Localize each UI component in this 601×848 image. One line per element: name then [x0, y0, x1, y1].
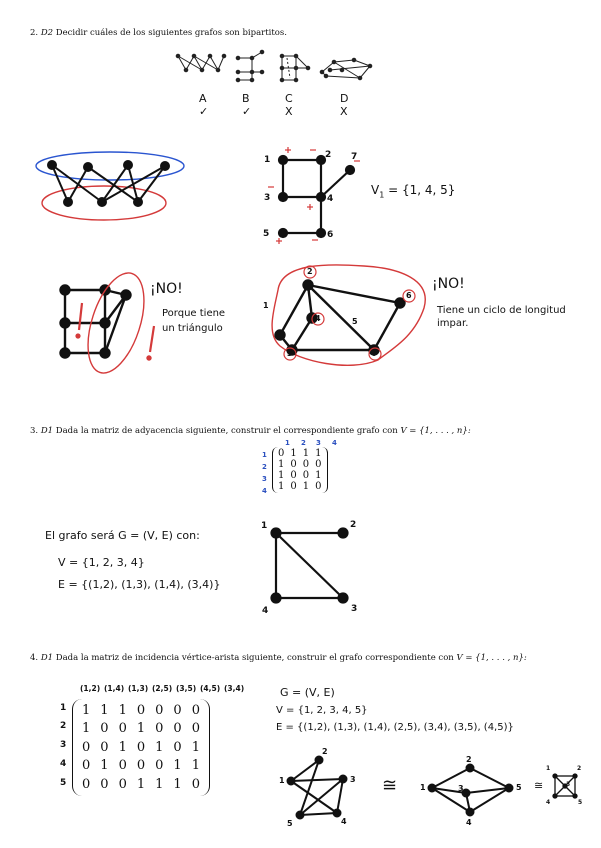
odd-node-5: 5	[352, 317, 358, 326]
matrix-cell: 0	[118, 758, 127, 774]
matrix-cell: 0	[290, 470, 297, 481]
matrix-cell: 1	[136, 721, 146, 737]
p4-small-node-4: 4	[546, 799, 551, 806]
matrix-cell: 0	[278, 448, 285, 459]
p3-node-1: 1	[261, 521, 268, 531]
matrix-cell: 0	[173, 702, 182, 718]
reason-left-line-1: Porque tiene	[162, 308, 226, 319]
p4-left-node-1: 1	[279, 776, 285, 785]
matrix-cell: 0	[155, 758, 164, 774]
odd-node-3: 3	[287, 349, 293, 358]
p3-node-3: 3	[351, 604, 358, 614]
vertex-set-3: V = {1, 2, 3, 4}	[58, 556, 145, 569]
p4-mid-node-3: 3	[458, 784, 464, 793]
matrix-cell: 1	[278, 459, 285, 470]
problem-2-statement: 2. D2 Decidir cuáles de los siguientes grafos son bipartitos.	[30, 28, 287, 38]
p3-node-4: 4	[262, 606, 269, 616]
matrix-cell: 0	[290, 481, 297, 492]
matrix-cell: 0	[155, 702, 164, 718]
node-label-1: 1	[264, 155, 271, 165]
matrix-cell: 0	[302, 459, 310, 470]
matrix-cell: 0	[136, 739, 146, 755]
isomorphic-symbol-small: ≅	[534, 779, 544, 792]
matrix-cell: 0	[191, 721, 200, 737]
matrix-cell: 1	[136, 776, 146, 792]
matrix-cell: 0	[100, 739, 109, 755]
matrix-cell: 1	[100, 702, 109, 718]
matrix-cell: 1	[100, 758, 109, 774]
matrix-cell: 1	[118, 702, 127, 718]
p4-small-node-3: 3	[566, 781, 571, 788]
edge-set-4: E = {(1,2), (1,3), (1,4), (2,5), (3,4), (3,5), (4,5)}	[276, 722, 514, 733]
letter-c: C	[285, 92, 293, 105]
p4-mid-node-4: 4	[466, 818, 472, 827]
p4-left-node-3: 3	[350, 775, 356, 784]
p4-mid-node-2: 2	[466, 755, 472, 764]
answer-a-check-icon: ✓	[199, 105, 209, 118]
matrix-cell: 0	[290, 459, 297, 470]
matrix-cell: 0	[100, 776, 109, 792]
matrix-cell: 0	[302, 470, 310, 481]
matrix-cell: 0	[82, 739, 91, 755]
no-right-heading: ¡NO!	[432, 276, 465, 292]
letter-a: A	[199, 92, 207, 105]
matrix-cell: 0	[118, 721, 127, 737]
reason-right-line-1: Tiene un ciclo de longitud	[437, 305, 566, 316]
problem-4-statement: 4. D1 Dada la matriz de incidencia vértice-arista siguiente, construir el grafo correspondiente con V = {1, . . . , n}:	[30, 653, 527, 663]
matrix-cell: 1	[315, 448, 322, 459]
matrix-cell: 0	[173, 721, 182, 737]
matrix-cell: 1	[173, 776, 182, 792]
odd-node-1: 1	[263, 301, 269, 310]
matrix-cell: 1	[82, 702, 91, 718]
matrix-cell: 1	[278, 470, 285, 481]
edge-set-3: E = {(1,2), (1,3), (1,4), (3,4)}	[58, 578, 221, 591]
isomorphic-symbol: ≅	[382, 775, 398, 796]
odd-node-2: 2	[307, 267, 313, 276]
matrix-cell: 1	[302, 448, 310, 459]
p4-small-node-1: 1	[546, 765, 551, 772]
odd-node-6: 6	[406, 291, 412, 300]
p4-small-node-5: 5	[578, 799, 583, 806]
p4-mid-node-1: 1	[420, 783, 426, 792]
answer-c-cross-icon: X	[285, 105, 293, 118]
answer-b-check-icon: ✓	[242, 105, 252, 118]
vertex-set-4: V = {1, 2, 3, 4, 5}	[276, 705, 368, 716]
odd-node-7: 7	[372, 349, 378, 358]
node-label-4: 4	[327, 194, 334, 204]
p4-small-node-2: 2	[577, 765, 582, 772]
matrix-cell: 0	[191, 702, 200, 718]
problem-3-statement: 3. D1 Dada la matriz de adyacencia siguiente, construir el correspondiente grafo con V = {1, . . . , n}:	[30, 426, 471, 436]
problem-code: D2	[40, 28, 54, 38]
matrix-cell: 0	[136, 758, 146, 774]
matrix-cell: 0	[82, 776, 91, 792]
matrix-cell: 1	[155, 739, 164, 755]
matrix-cell: 1	[278, 481, 285, 492]
matrix-cell: 0	[155, 721, 164, 737]
odd-node-4: 4	[315, 314, 321, 323]
answer-d-cross-icon: X	[340, 105, 348, 118]
node-label-6: 6	[327, 230, 334, 240]
node-label-7: 7	[351, 152, 358, 162]
graph-g-definition: G = (V, E)	[280, 686, 335, 699]
matrix-cell: 0	[136, 702, 146, 718]
matrix-cell: 1	[191, 758, 200, 774]
p4-left-node-5: 5	[287, 819, 293, 828]
matrix-cell: 1	[315, 470, 322, 481]
node-label-2: 2	[325, 150, 332, 160]
letter-b: B	[242, 92, 250, 105]
graph-definition-line: El grafo será G = (V, E) con:	[45, 529, 200, 542]
node-label-5: 5	[263, 229, 270, 239]
reason-right-line-2: impar.	[437, 318, 469, 329]
matrix-cell: 0	[118, 776, 127, 792]
matrix-cell: 1	[173, 758, 182, 774]
letter-d: D	[340, 92, 349, 105]
matrix-cell: 0	[173, 739, 182, 755]
matrix-cell: 1	[82, 721, 91, 737]
matrix-cell: 1	[155, 776, 164, 792]
matrix-cell: 1	[302, 481, 310, 492]
v1-set: $V_1 = \{1$, 4, 5}	[371, 183, 456, 200]
p4-mid-node-5: 5	[516, 783, 522, 792]
matrix-cell: 1	[118, 739, 127, 755]
no-left-heading: ¡NO!	[150, 281, 183, 297]
matrix-cell: 0	[82, 758, 91, 774]
p4-left-node-2: 2	[322, 747, 328, 756]
matrix-cell: 1	[191, 739, 200, 755]
p4-left-node-4: 4	[341, 817, 347, 826]
node-label-3: 3	[264, 193, 271, 203]
reason-left-line-2: un triángulo	[162, 323, 223, 334]
matrix-cell: 1	[290, 448, 297, 459]
matrix-cell: 0	[191, 776, 200, 792]
p3-node-2: 2	[350, 520, 357, 530]
matrix-cell: 0	[100, 721, 109, 737]
matrix-cell: 0	[315, 481, 322, 492]
matrix-cell: 0	[315, 459, 322, 470]
